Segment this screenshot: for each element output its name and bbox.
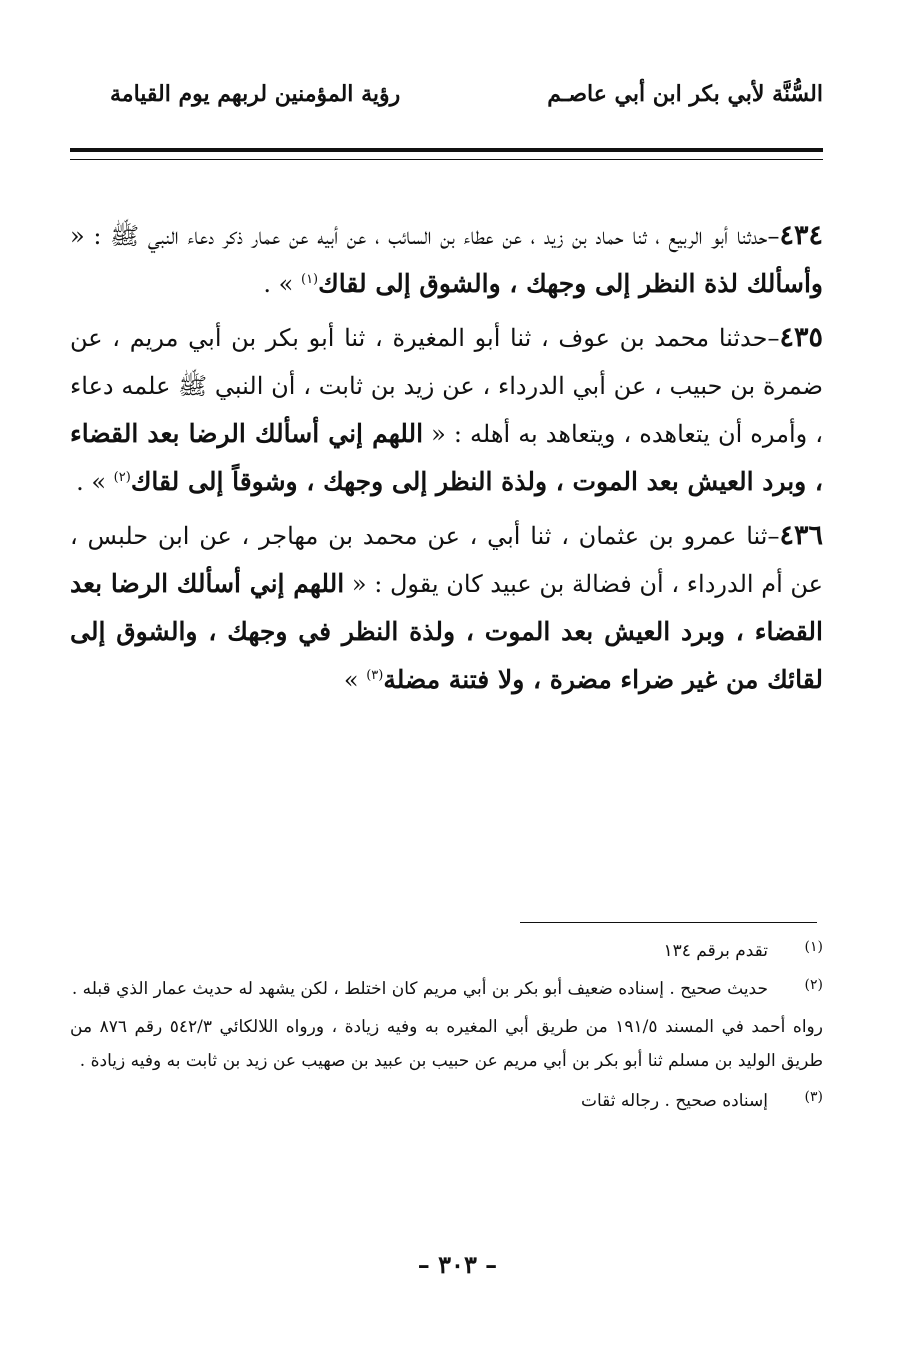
hadith-text-end: » — [343, 666, 367, 694]
hadith-435: ٤٣٥–حدثنا محمد بن عوف ، ثنا أبو المغيرة ، ثنا أبو بكر بن أبي مريم ، عن ضمرة بن حبيب ، عن أبي الدرداء ، عن زيد بن ثابت ، أن النبي ﷺ علمه دعاء ، وأمره أن يتعاهده ، ويتعاهد به أهله : « اللهم إني أسألك الرضا بعد القضاء ، وبرد العيش بعد الموت ، ولذة النظر إلى وجهك ، وشوقاً إلى لقاك$^{(٢)}$ » . — [70, 322, 823, 496]
header-chapter-title: رؤية المؤمنين لربهم يوم القيامة — [110, 81, 401, 107]
hadith-bold-text: وأسألك لذة النظر إلى وجهك ، والشوق إلى لقاك — [318, 269, 823, 298]
footnote-text: تقدم برقم ١٣٤ — [663, 941, 768, 961]
page-number: – ٣٠٣ – — [417, 1250, 498, 1279]
hadith-434: ٤٣٤–حدثنا أبو الربيع ، ثنا حماد بن زيد ، عن عطاء بن السائب ، عن أبيه عن عمار ذكر دعاء النبي ﷺ : « وأسألك لذة النظر إلى وجهك ، والشوق إلى لقاك$^{(١)}$ » . — [70, 220, 823, 298]
main-text — [70, 212, 823, 710]
hadith-number: ٤٣٦ — [779, 520, 823, 551]
hadith-text: حدثنا أبو الربيع ، ثنا حماد بن زيد ، عن عطاء بن السائب ، عن أبيه عن عمار ذكر دعاء النبي ﷺ : « — [70, 222, 768, 250]
footnote-mark: (٣) — [804, 1089, 823, 1105]
footnote-mark: (٢) — [804, 977, 823, 993]
header-rule-thin — [70, 159, 823, 160]
hadith-text-end: » . — [263, 270, 301, 298]
hadith-bold-text: اللهم إني أسألك الرضا بعد القضاء ، وبرد العيش بعد الموت ، ولذة النظر في وجهك ، والشوق إلى لقائك من غير ضراء مضرة ، ولا فتنة مضلة — [70, 569, 823, 694]
footnote-ref: (١) — [300, 272, 319, 287]
hadith-436: ٤٣٦–ثنا عمرو بن عثمان ، ثنا أبي ، عن محمد بن مهاجر ، عن ابن حلبس ، عن أم الدرداء ، أن فضالة بن عبيد كان يقول : « اللهم إني أسألك الرضا بعد القضاء ، وبرد العيش بعد الموت ، ولذة النظر في وجهك ، والشوق إلى لقائك من غير ضراء مضرة ، ولا فتنة مضلة$^{(٣)}$ » — [70, 520, 823, 694]
hadith-text-end: » . — [76, 468, 114, 496]
header-rule-thick — [70, 148, 823, 152]
hadith-number: ٤٣٥ — [779, 322, 823, 353]
hadith-text: ثنا عمرو بن عثمان ، ثنا أبي ، عن محمد بن مهاجر ، عن ابن حلبس ، عن أم الدرداء ، أن فضالة بن عبيد كان يقول : « — [70, 522, 823, 598]
footnote-1 — [70, 934, 823, 968]
footnote-separator — [520, 922, 817, 923]
footnote-ref: (٣) — [366, 668, 384, 683]
footnote-mark: (١) — [804, 939, 823, 955]
hadith-text: حدثنا محمد بن عوف ، ثنا أبو المغيرة ، ثنا أبو بكر بن أبي مريم ، عن ضمرة بن حبيب ، عن أبي الدرداء ، عن زيد بن ثابت ، أن النبي ﷺ علمه دعاء ، وأمره أن يتعاهده ، ويتعاهد به أهله : « — [70, 324, 823, 448]
footnote-text: إسناده صحيح . رجاله ثقات — [581, 1091, 768, 1111]
footnotes — [70, 934, 823, 1122]
footnote-ref: (٢) — [113, 470, 131, 485]
footnote-2-continuation: رواه أحمد في المسند ١٩١/٥ من طريق أبي المغيره به وفيه زيادة ، ورواه اللالكائي ٥٤٢/٣ رقم ٨٧٦ من طريق الوليد بن مسلم ثنا أبو بكر بن أبي مريم عن حبيب بن عبيد بن صهيب عن زيد بن ثابت به وفيه زيادة . — [70, 1017, 823, 1071]
hadith-bold-text: اللهم إني أسألك الرضا بعد القضاء ، وبرد العيش بعد الموت ، ولذة النظر إلى وجهك ، وشوقاً إلى لقاك — [70, 419, 823, 496]
hadith-number: ٤٣٤ — [779, 220, 823, 251]
header-book-title: السُّنَّة لأبي بكر ابن أبي عاصـم — [547, 81, 823, 107]
footnote-3 — [70, 1084, 823, 1118]
running-header — [110, 74, 823, 114]
footnote-2 — [70, 972, 823, 1006]
footnote-text: حديث صحيح . إسناده ضعيف أبو بكر بن أبي مريم كان اختلط ، لكن يشهد له حديث عمار الذي قبله . — [71, 979, 768, 999]
